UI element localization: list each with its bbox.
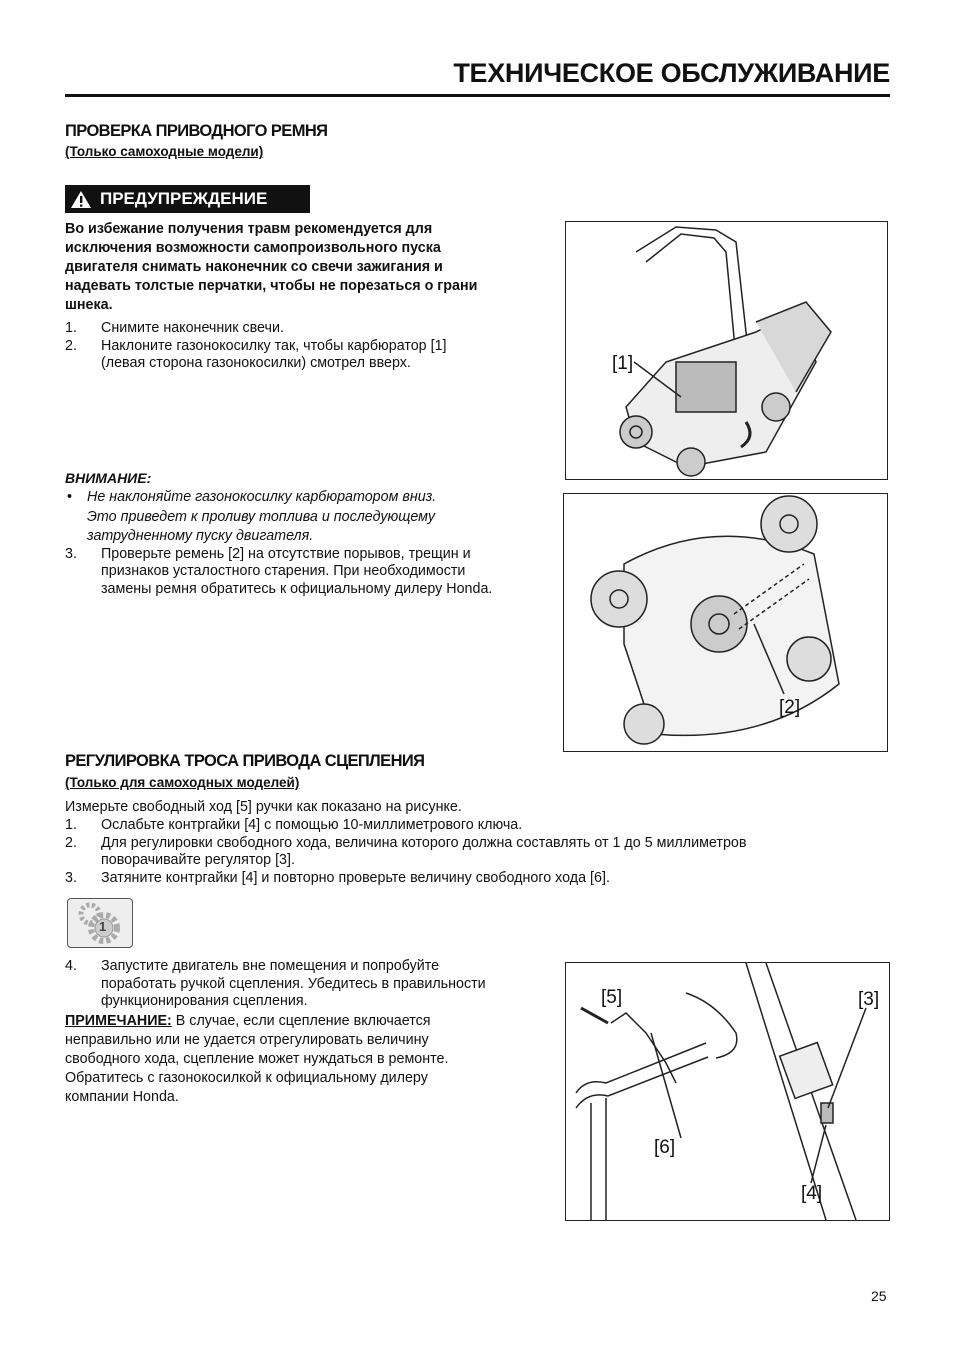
caution-label: ВНИМАНИЕ: — [65, 470, 152, 486]
list-item — [65, 546, 555, 599]
step-number: 1. — [65, 320, 77, 336]
warning-line: надевать толстые перчатки, чтобы не порезаться о грани — [65, 278, 478, 294]
note-block — [65, 1012, 555, 1107]
warning-label: ПРЕДУПРЕЖДЕНИЕ — [100, 189, 268, 208]
warning-text — [65, 220, 555, 315]
step-text: Для регулировки свободного хода, величина которого должна составлять от 1 до 5 миллиметров — [101, 834, 747, 851]
step-text: поворачивайте регулятор [3]. — [101, 852, 295, 868]
callout-6: [6] — [654, 1137, 676, 1158]
list-item — [65, 958, 555, 1011]
warning-line: двигателя снимать наконечник со свечи зажигания и — [65, 259, 443, 275]
step-text: Запустите двигатель вне помещения и попробуйте — [101, 958, 440, 974]
callout-4: [4] — [801, 1183, 823, 1204]
callout-1: [1] — [612, 353, 634, 374]
mower-underside-illustration — [564, 494, 887, 751]
step-text: поработать ручкой сцепления. Убедитесь в правильности — [101, 975, 486, 992]
warning-line: исключения возможности самопроизвольного пуска — [65, 240, 441, 256]
step-text: Проверьте ремень [2] на отсутствие порывов, трещин и — [101, 545, 471, 562]
step-text: (левая сторона газонокосилки) смотрел вверх. — [101, 355, 411, 371]
step-text: Затяните контргайки [4] и повторно проверьте величину свободного хода [6]. — [101, 869, 610, 886]
step-number: 1. — [65, 817, 77, 833]
section-heading-belt: ПРОВЕРКА ПРИВОДНОГО РЕМНЯ — [65, 122, 328, 140]
section-subheading-cable: (Только для самоходных моделей) — [65, 775, 300, 790]
warning-line: Во избежание получения травм рекомендуется для — [65, 221, 433, 237]
bullet: • — [67, 489, 73, 505]
step-number: 2. — [65, 834, 77, 851]
cable-step-4 — [65, 958, 555, 1011]
caution-text: затрудненному пуску двигателя. — [87, 528, 314, 544]
step-text: признаков усталостного старения. При необходимости — [101, 563, 466, 579]
list-item — [65, 870, 865, 888]
step-number: 4. — [65, 958, 77, 974]
step-text: замены ремня обратитесь к официальному дилеру Honda. — [101, 580, 493, 597]
figure-mower-tilted — [565, 221, 888, 480]
note-text: Обратитесь с газонокосилкой к официальному дилеру — [65, 1070, 428, 1086]
page-number: 25 — [871, 1288, 887, 1304]
callout-3: [3] — [858, 989, 880, 1010]
note-text: свободного хода, сцепление может нуждаться в ремонте. — [65, 1051, 449, 1067]
step-text: Снимите наконечник свечи. — [101, 320, 284, 336]
callout-2: [2] — [779, 697, 801, 718]
caution-item — [65, 489, 555, 546]
belt-steps-1-2 — [65, 320, 555, 373]
step-number: 2. — [65, 337, 77, 354]
step-text: функционирования сцепления. — [101, 993, 308, 1009]
note-text: В случае, если сцепление включается — [171, 1013, 431, 1029]
cable-steps — [65, 817, 865, 887]
note-text: компании Honda. — [65, 1089, 179, 1105]
list-item — [65, 817, 865, 835]
title-divider — [65, 94, 890, 97]
step-text: Наклоните газонокосилку так, чтобы карбюратор [1] — [101, 337, 447, 354]
caution-text: Не наклоняйте газонокосилку карбюратором вниз. — [87, 489, 437, 505]
mower-illustration — [566, 222, 887, 479]
gear-level-number: 1 — [99, 919, 107, 934]
figure-belt-underside — [563, 493, 888, 752]
page-title: ТЕХНИЧЕСКОЕ ОБСЛУЖИВАНИЕ — [453, 58, 890, 88]
step-number: 3. — [65, 869, 77, 886]
list-item — [65, 338, 555, 373]
note-text: неправильно или не удается отрегулировать величину — [65, 1032, 429, 1048]
section-subheading-belt: (Только самоходные модели) — [65, 144, 264, 159]
step-text: Ослабьте контргайки [4] с помощью 10-миллиметрового ключа. — [101, 817, 523, 833]
skill-level-gear-icon — [67, 898, 133, 948]
caution-text: Это приведет к проливу топлива и последующему — [87, 508, 435, 525]
note-label: ПРИМЕЧАНИЕ: — [65, 1013, 172, 1029]
warning-triangle-icon — [70, 190, 92, 209]
warning-badge — [65, 185, 310, 213]
figure-clutch-cable — [565, 962, 890, 1221]
cable-intro: Измерьте свободный ход [5] ручки как показано на рисунке. — [65, 799, 462, 815]
caution-block — [65, 489, 555, 598]
warning-line: шнека. — [65, 297, 113, 313]
list-item — [65, 320, 555, 338]
section-heading-cable: РЕГУЛИРОВКА ТРОСА ПРИВОДА СЦЕПЛЕНИЯ — [65, 752, 425, 770]
list-item — [65, 835, 865, 870]
step-number: 3. — [65, 545, 77, 562]
callout-5: [5] — [601, 987, 623, 1008]
